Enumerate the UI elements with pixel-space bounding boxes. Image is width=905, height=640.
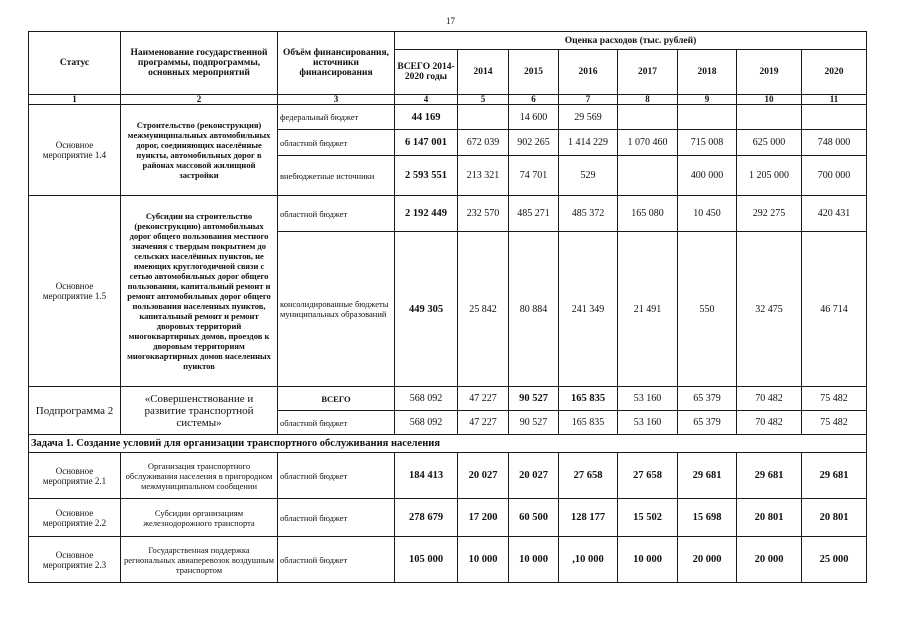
year-value: 27 658 bbox=[618, 453, 678, 499]
measure-name: Субсидии организациям железнодорожного транспорта bbox=[121, 499, 278, 537]
subprogram-name: «Совершенствование и развитие транспортной системы» bbox=[121, 387, 278, 435]
funding-source: федеральный бюджет bbox=[278, 105, 395, 130]
year-value: 672 039 bbox=[458, 130, 509, 156]
funding-source: областной бюджет bbox=[278, 411, 395, 435]
year-value: 80 884 bbox=[509, 232, 559, 387]
total-value: 2 192 449 bbox=[395, 196, 458, 232]
column-number: 10 bbox=[737, 95, 802, 105]
year-value: ,10 000 bbox=[559, 537, 618, 583]
year-value: 20 801 bbox=[802, 499, 867, 537]
year-value: 400 000 bbox=[678, 156, 737, 196]
measure-name: Организация транспортного обслуживания населения в пригородном межмуниципальном сообщении bbox=[121, 453, 278, 499]
year-value: 529 bbox=[559, 156, 618, 196]
year-value bbox=[618, 105, 678, 130]
funding-source: ВСЕГО bbox=[278, 387, 395, 411]
total-value: 105 000 bbox=[395, 537, 458, 583]
header-year: 2020 bbox=[802, 50, 867, 95]
header-volume: Объём финансирования, источники финансирования bbox=[278, 32, 395, 95]
funding-source: внебюджетные источники bbox=[278, 156, 395, 196]
year-value: 53 160 bbox=[618, 411, 678, 435]
year-value: 29 681 bbox=[737, 453, 802, 499]
page-number: 17 bbox=[446, 16, 455, 26]
status-cell: Основное мероприятие 2.1 bbox=[29, 453, 121, 499]
year-value: 65 379 bbox=[678, 411, 737, 435]
year-value: 32 475 bbox=[737, 232, 802, 387]
total-value: 2 593 551 bbox=[395, 156, 458, 196]
header-year: 2016 bbox=[559, 50, 618, 95]
funding-source: областной бюджет bbox=[278, 453, 395, 499]
header-row-1 bbox=[29, 32, 867, 50]
year-value: 10 000 bbox=[509, 537, 559, 583]
year-value: 10 000 bbox=[618, 537, 678, 583]
funding-source: консолидированные бюджеты муниципальных образований bbox=[278, 232, 395, 387]
table-row bbox=[29, 387, 867, 411]
year-value: 748 000 bbox=[802, 130, 867, 156]
task-row bbox=[29, 435, 867, 453]
status-cell: Основное мероприятие 2.3 bbox=[29, 537, 121, 583]
status-cell: Основное мероприятие 1.5 bbox=[29, 196, 121, 387]
year-value: 165 835 bbox=[559, 411, 618, 435]
year-value: 10 000 bbox=[458, 537, 509, 583]
table-row bbox=[29, 453, 867, 499]
task-title: Задача 1. Создание условий для организации транспортного обслуживания населения bbox=[29, 435, 867, 453]
year-value: 20 000 bbox=[737, 537, 802, 583]
budget-table bbox=[28, 31, 867, 583]
year-value: 1 205 000 bbox=[737, 156, 802, 196]
year-value: 1 414 229 bbox=[559, 130, 618, 156]
measure-name: Субсидии на строительство (реконструкцию) автомобильных дорог общего пользования местного значения с твердым покрытием до сельских населённых пунктов, не имеющих круглогодичной связи с сетью автомобильных дорог общего пользования, капитальный ремонт и ремонт автомобильных дорог общего пользования населенных пунктов, капитальный ремонт и ремонт дворовых территорий многоквартирных домов, проездов к дворовым территориям многоквартирных домов населенных пунктов bbox=[121, 196, 278, 387]
column-number: 8 bbox=[618, 95, 678, 105]
column-number: 1 bbox=[29, 95, 121, 105]
year-value: 60 500 bbox=[509, 499, 559, 537]
total-value: 278 679 bbox=[395, 499, 458, 537]
year-value: 232 570 bbox=[458, 196, 509, 232]
year-value: 75 482 bbox=[802, 411, 867, 435]
year-value: 65 379 bbox=[678, 387, 737, 411]
year-value: 625 000 bbox=[737, 130, 802, 156]
header-total: ВСЕГО 2014-2020 годы bbox=[395, 50, 458, 95]
table-row bbox=[29, 537, 867, 583]
table-row bbox=[29, 196, 867, 232]
total-value: 449 305 bbox=[395, 232, 458, 387]
year-value: 20 027 bbox=[509, 453, 559, 499]
year-value: 485 271 bbox=[509, 196, 559, 232]
year-value: 53 160 bbox=[618, 387, 678, 411]
year-value: 46 714 bbox=[802, 232, 867, 387]
column-number-row bbox=[29, 95, 867, 105]
year-value bbox=[737, 105, 802, 130]
column-number: 4 bbox=[395, 95, 458, 105]
year-value: 21 491 bbox=[618, 232, 678, 387]
year-value: 10 450 bbox=[678, 196, 737, 232]
year-value: 165 080 bbox=[618, 196, 678, 232]
year-value: 75 482 bbox=[802, 387, 867, 411]
table-row bbox=[29, 499, 867, 537]
year-value: 27 658 bbox=[559, 453, 618, 499]
year-value: 25 000 bbox=[802, 537, 867, 583]
year-value: 213 321 bbox=[458, 156, 509, 196]
status-cell: Подпрограмма 2 bbox=[29, 387, 121, 435]
year-value: 15 698 bbox=[678, 499, 737, 537]
year-value: 29 681 bbox=[802, 453, 867, 499]
year-value: 25 842 bbox=[458, 232, 509, 387]
year-value: 420 431 bbox=[802, 196, 867, 232]
year-value: 20 000 bbox=[678, 537, 737, 583]
column-number: 9 bbox=[678, 95, 737, 105]
total-value: 44 169 bbox=[395, 105, 458, 130]
total-value: 184 413 bbox=[395, 453, 458, 499]
year-value bbox=[618, 156, 678, 196]
year-value bbox=[678, 105, 737, 130]
year-value: 128 177 bbox=[559, 499, 618, 537]
measure-name: Строительство (реконструкция) межмуниципальных автомобильных дорог, соединяющих населённые пункты, автомобильных дорог в районах массовой жилищной застройки bbox=[121, 105, 278, 196]
year-value: 47 227 bbox=[458, 387, 509, 411]
funding-source: областной бюджет bbox=[278, 130, 395, 156]
funding-source: областной бюджет bbox=[278, 499, 395, 537]
year-value: 90 527 bbox=[509, 387, 559, 411]
year-value: 29 569 bbox=[559, 105, 618, 130]
column-number: 5 bbox=[458, 95, 509, 105]
table-row bbox=[29, 105, 867, 130]
year-value: 29 681 bbox=[678, 453, 737, 499]
header-year: 2019 bbox=[737, 50, 802, 95]
column-number: 3 bbox=[278, 95, 395, 105]
total-value: 568 092 bbox=[395, 411, 458, 435]
year-value: 700 000 bbox=[802, 156, 867, 196]
year-value: 241 349 bbox=[559, 232, 618, 387]
header-year: 2014 bbox=[458, 50, 509, 95]
funding-source: областной бюджет bbox=[278, 537, 395, 583]
year-value bbox=[458, 105, 509, 130]
year-value: 74 701 bbox=[509, 156, 559, 196]
year-value: 47 227 bbox=[458, 411, 509, 435]
year-value: 90 527 bbox=[509, 411, 559, 435]
year-value: 550 bbox=[678, 232, 737, 387]
year-value: 20 027 bbox=[458, 453, 509, 499]
year-value: 70 482 bbox=[737, 387, 802, 411]
year-value: 165 835 bbox=[559, 387, 618, 411]
total-value: 568 092 bbox=[395, 387, 458, 411]
year-value: 20 801 bbox=[737, 499, 802, 537]
year-value: 902 265 bbox=[509, 130, 559, 156]
column-number: 6 bbox=[509, 95, 559, 105]
header-name: Наименование государственной программы, подпрограммы, основных мероприятий bbox=[121, 32, 278, 95]
column-number: 2 bbox=[121, 95, 278, 105]
year-value: 15 502 bbox=[618, 499, 678, 537]
year-value: 485 372 bbox=[559, 196, 618, 232]
year-value: 1 070 460 bbox=[618, 130, 678, 156]
funding-source: областной бюджет bbox=[278, 196, 395, 232]
column-number: 11 bbox=[802, 95, 867, 105]
header-year: 2015 bbox=[509, 50, 559, 95]
status-cell: Основное мероприятие 1.4 bbox=[29, 105, 121, 196]
measure-name: Государственная поддержка региональных авиаперевозок воздушным транспортом bbox=[121, 537, 278, 583]
header-year: 2018 bbox=[678, 50, 737, 95]
year-value: 17 200 bbox=[458, 499, 509, 537]
year-value: 70 482 bbox=[737, 411, 802, 435]
year-value bbox=[802, 105, 867, 130]
year-value: 715 008 bbox=[678, 130, 737, 156]
status-cell: Основное мероприятие 2.2 bbox=[29, 499, 121, 537]
total-value: 6 147 001 bbox=[395, 130, 458, 156]
header-status: Статус bbox=[29, 32, 121, 95]
column-number: 7 bbox=[559, 95, 618, 105]
year-value: 292 275 bbox=[737, 196, 802, 232]
header-estimate: Оценка расходов (тыс. рублей) bbox=[395, 32, 867, 50]
year-value: 14 600 bbox=[509, 105, 559, 130]
header-year: 2017 bbox=[618, 50, 678, 95]
